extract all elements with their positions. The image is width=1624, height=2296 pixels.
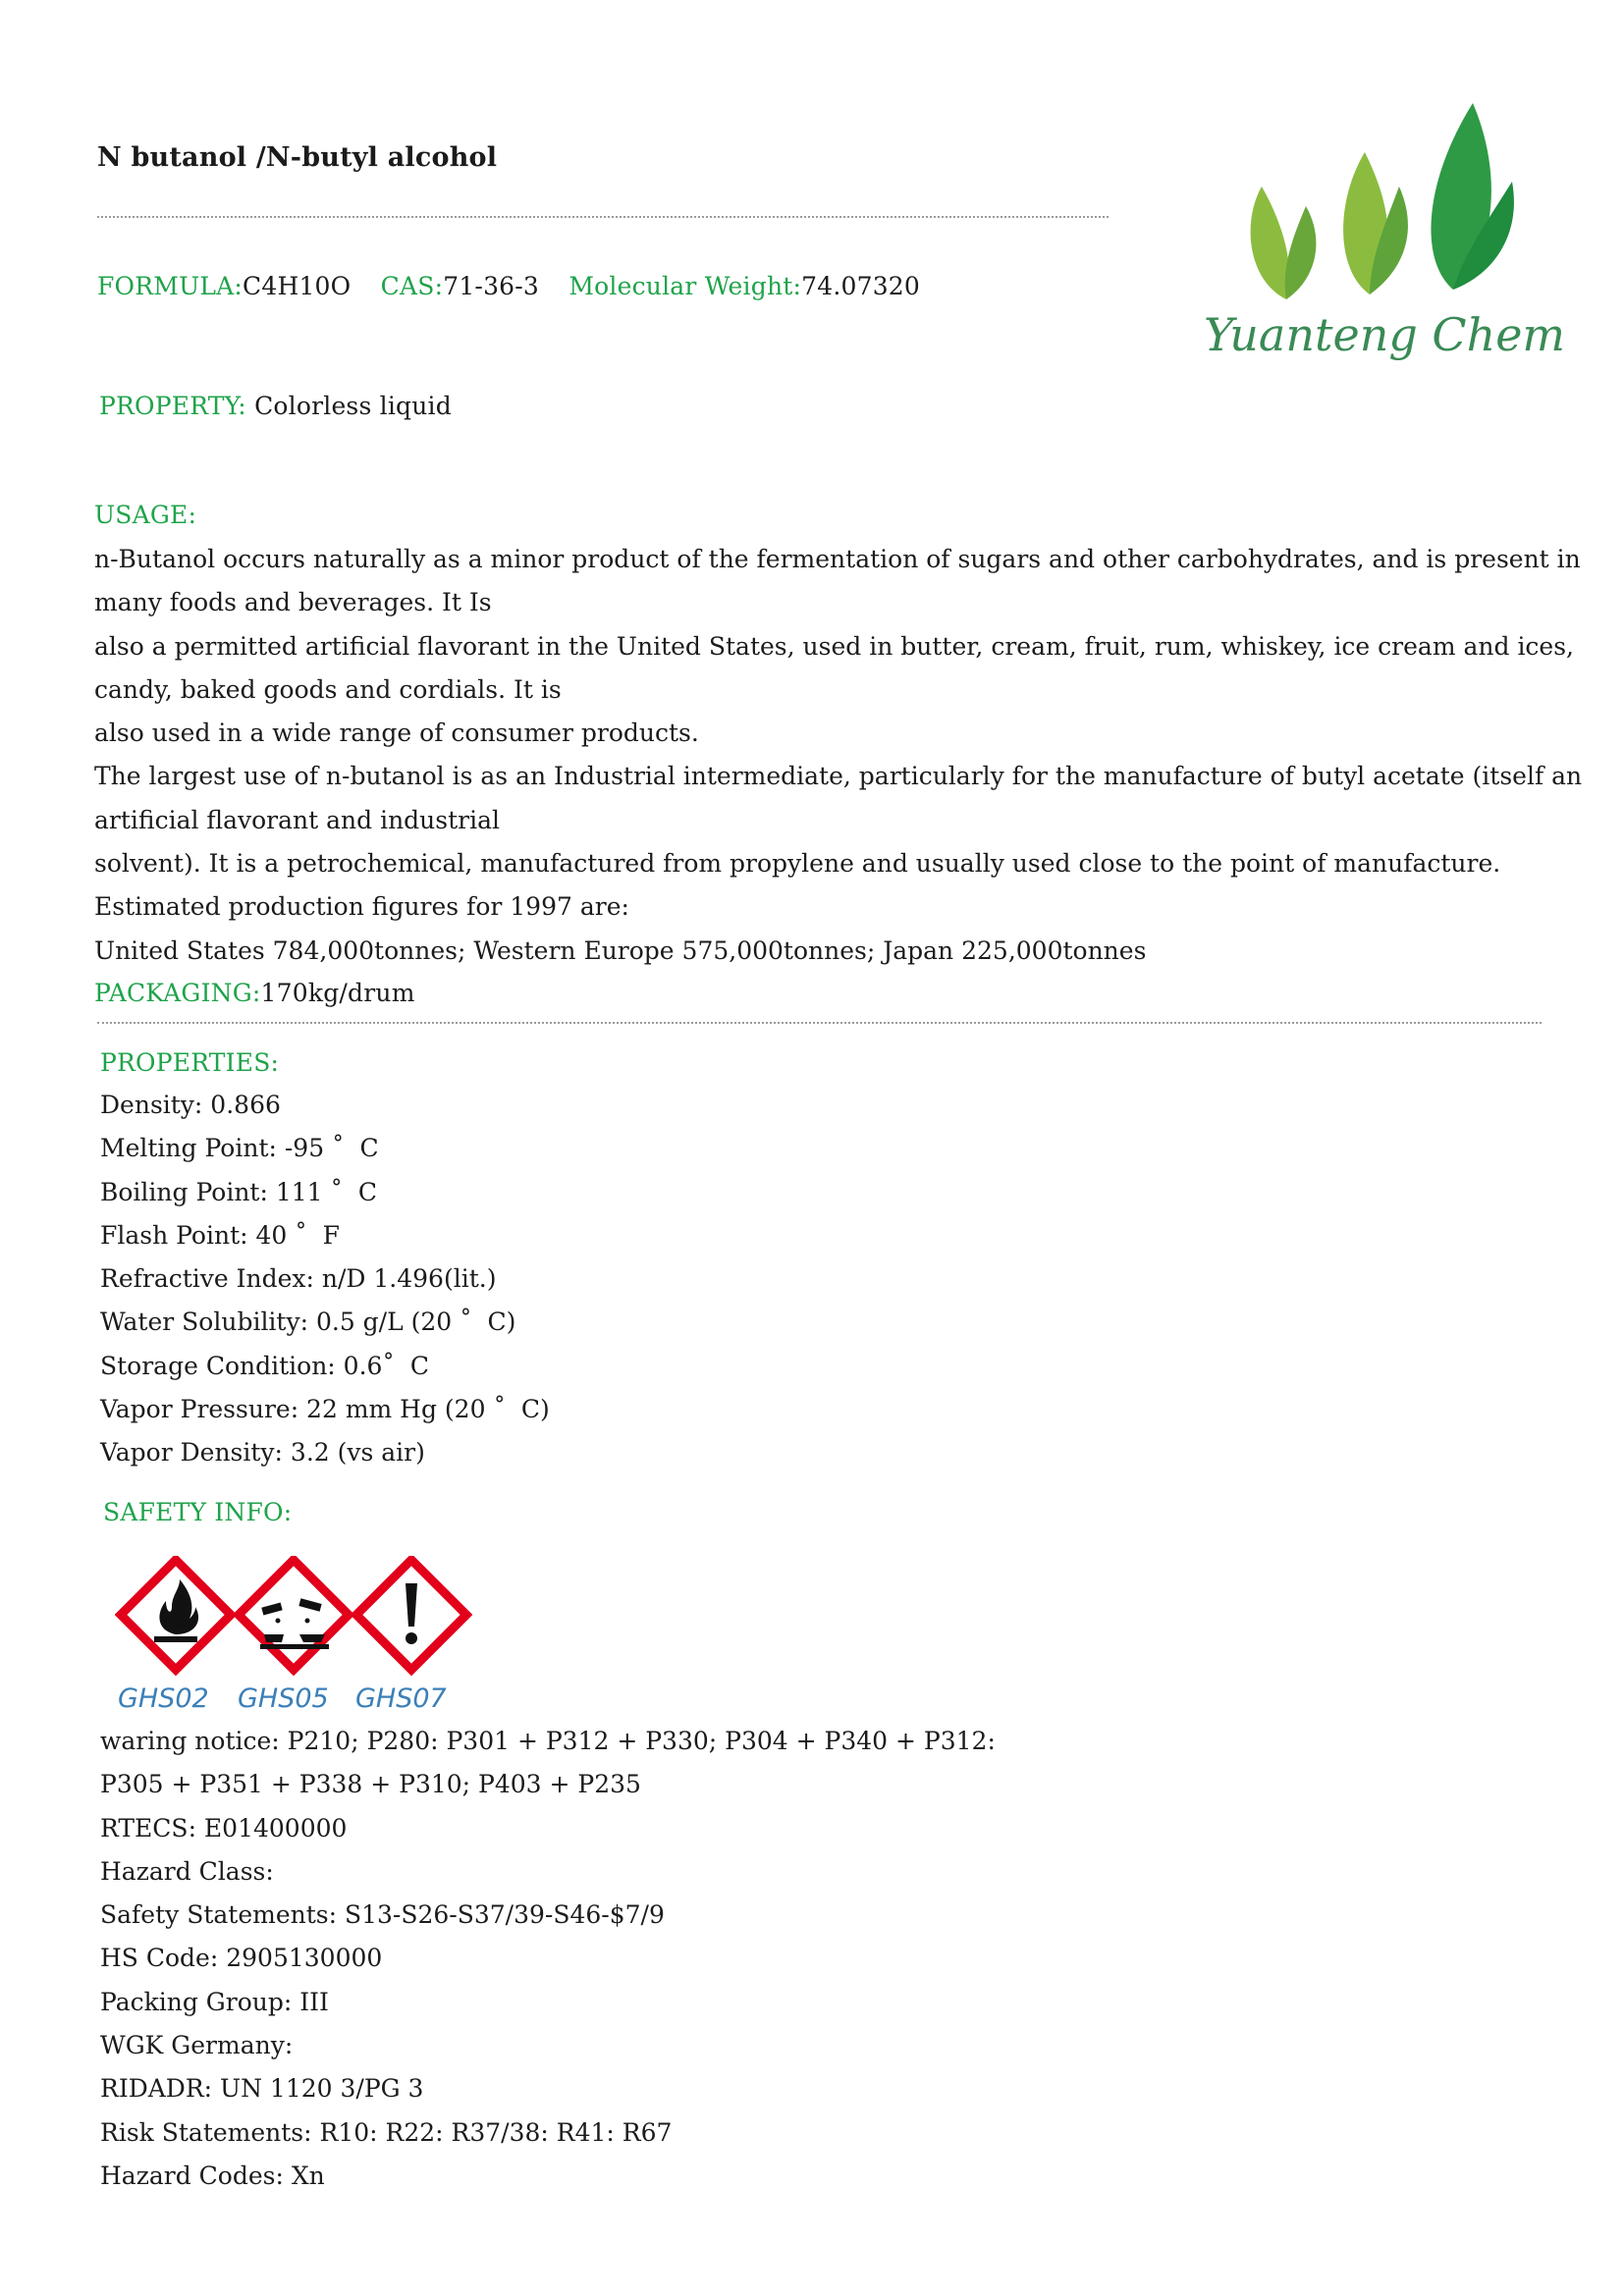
ghs02-flame-icon: [121, 1560, 231, 1670]
property-item: Storage Condition: 0.6˚ C: [100, 1351, 429, 1380]
usage-line: also used in a wide range of consumer products.: [94, 719, 699, 748]
usage-line: n-Butanol occurs naturally as a minor product of the fermentation of sugars and other carbohydrates, and is present in: [94, 545, 1581, 573]
safety-label: SAFETY INFO:: [103, 1498, 293, 1526]
ghs02-caption: GHS02: [118, 1683, 209, 1714]
divider-top: [97, 216, 1109, 218]
packaging-label: PACKAGING:: [94, 979, 261, 1007]
usage-line: The largest use of n-butanol is as an Industrial intermediate, particularly for the manufacture of butyl acetate (itself an: [94, 762, 1583, 791]
usage-line: also a permitted artificial flavorant in the United States, used in butter, cream, fruit, rum, whiskey, ice cream and ices,: [94, 631, 1575, 661]
usage-line: many foods and beverages. It Is: [94, 588, 492, 617]
properties-label: PROPERTIES:: [100, 1048, 280, 1077]
property-item: Flash Point: 40 ˚ F: [100, 1220, 340, 1250]
usage-paragraph: [94, 538, 1583, 973]
packaging-line: [94, 979, 415, 1007]
company-logo: [1188, 93, 1571, 378]
safety-item: Hazard Class:: [100, 1856, 274, 1886]
packaging-value: 170kg/drum: [260, 979, 415, 1007]
usage-line: solvent). It is a petrochemical, manufactured from propylene and usually used close to the point of manufacture.: [94, 849, 1501, 879]
usage-label: USAGE:: [94, 501, 197, 529]
property-item: Boiling Point: 111 ˚ C: [100, 1177, 378, 1206]
ghs05-caption: GHS05: [238, 1683, 329, 1714]
property-item: Refractive Index: n/D 1.496(lit.): [100, 1264, 497, 1294]
ghs07-exclamation-icon: [356, 1560, 466, 1670]
safety-item: waring notice: P210; P280: P301 + P312 + P330; P304 + P340 + P312:: [100, 1727, 996, 1755]
safety-list: [100, 1720, 996, 2198]
usage-line: candy, baked goods and cordials. It is: [94, 674, 562, 704]
ghs-pictograms: [115, 1556, 483, 1718]
safety-item: Risk Statements: R10: R22: R37/38: R41: R67: [100, 2117, 673, 2147]
usage-line: United States 784,000tonnes; Western Europe 575,000tonnes; Japan 225,000tonnes: [94, 935, 1147, 965]
property-item: Density: 0.866: [100, 1091, 281, 1119]
page-title: N butanol /N-butyl alcohol: [97, 142, 498, 173]
properties-list: [100, 1084, 550, 1475]
safety-item: Packing Group: III: [100, 1987, 329, 2016]
safety-item: WGK Germany:: [100, 2031, 294, 2060]
safety-item: Hazard Codes: Xn: [100, 2161, 325, 2190]
usage-line: Estimated production figures for 1997 are:: [94, 892, 629, 922]
cas-value: 71-36-3: [443, 272, 540, 300]
ghs07-caption: GHS07: [355, 1683, 447, 1714]
safety-item: P305 + P351 + P338 + P310; P403 + P235: [100, 1770, 641, 1799]
formula-line: [97, 272, 920, 300]
formula-label: FORMULA:: [97, 272, 244, 300]
divider-middle: [97, 1022, 1542, 1024]
property-label: PROPERTY:: [99, 392, 246, 420]
usage-line: artificial flavorant and industrial: [94, 805, 501, 834]
safety-item: RIDADR: UN 1120 3/PG 3: [100, 2074, 424, 2104]
property-item: Vapor Density: 3.2 (vs air): [100, 1438, 425, 1468]
property-item: Melting Point: -95 ˚ C: [100, 1134, 379, 1163]
company-name: Yuanteng Chem: [1203, 308, 1566, 361]
safety-item: Safety Statements: S13-S26-S37/39-S46-$7/9: [100, 1900, 665, 1930]
property-value: Colorless liquid: [245, 392, 452, 420]
property-item: Water Solubility: 0.5 g/L (20 ˚ C): [100, 1308, 516, 1337]
molecular-weight-value: 74.07320: [801, 272, 921, 300]
property-item: Vapor Pressure: 22 mm Hg (20 ˚ C): [100, 1395, 550, 1424]
safety-item: RTECS: E01400000: [100, 1813, 348, 1842]
property-line: [99, 392, 452, 420]
formula-value: C4H10O: [243, 272, 352, 300]
ghs05-corrosion-icon: [239, 1560, 349, 1670]
molecular-weight-label: Molecular Weight:: [568, 272, 802, 300]
cas-label: CAS:: [380, 272, 444, 300]
safety-item: HS Code: 2905130000: [100, 1944, 383, 1973]
